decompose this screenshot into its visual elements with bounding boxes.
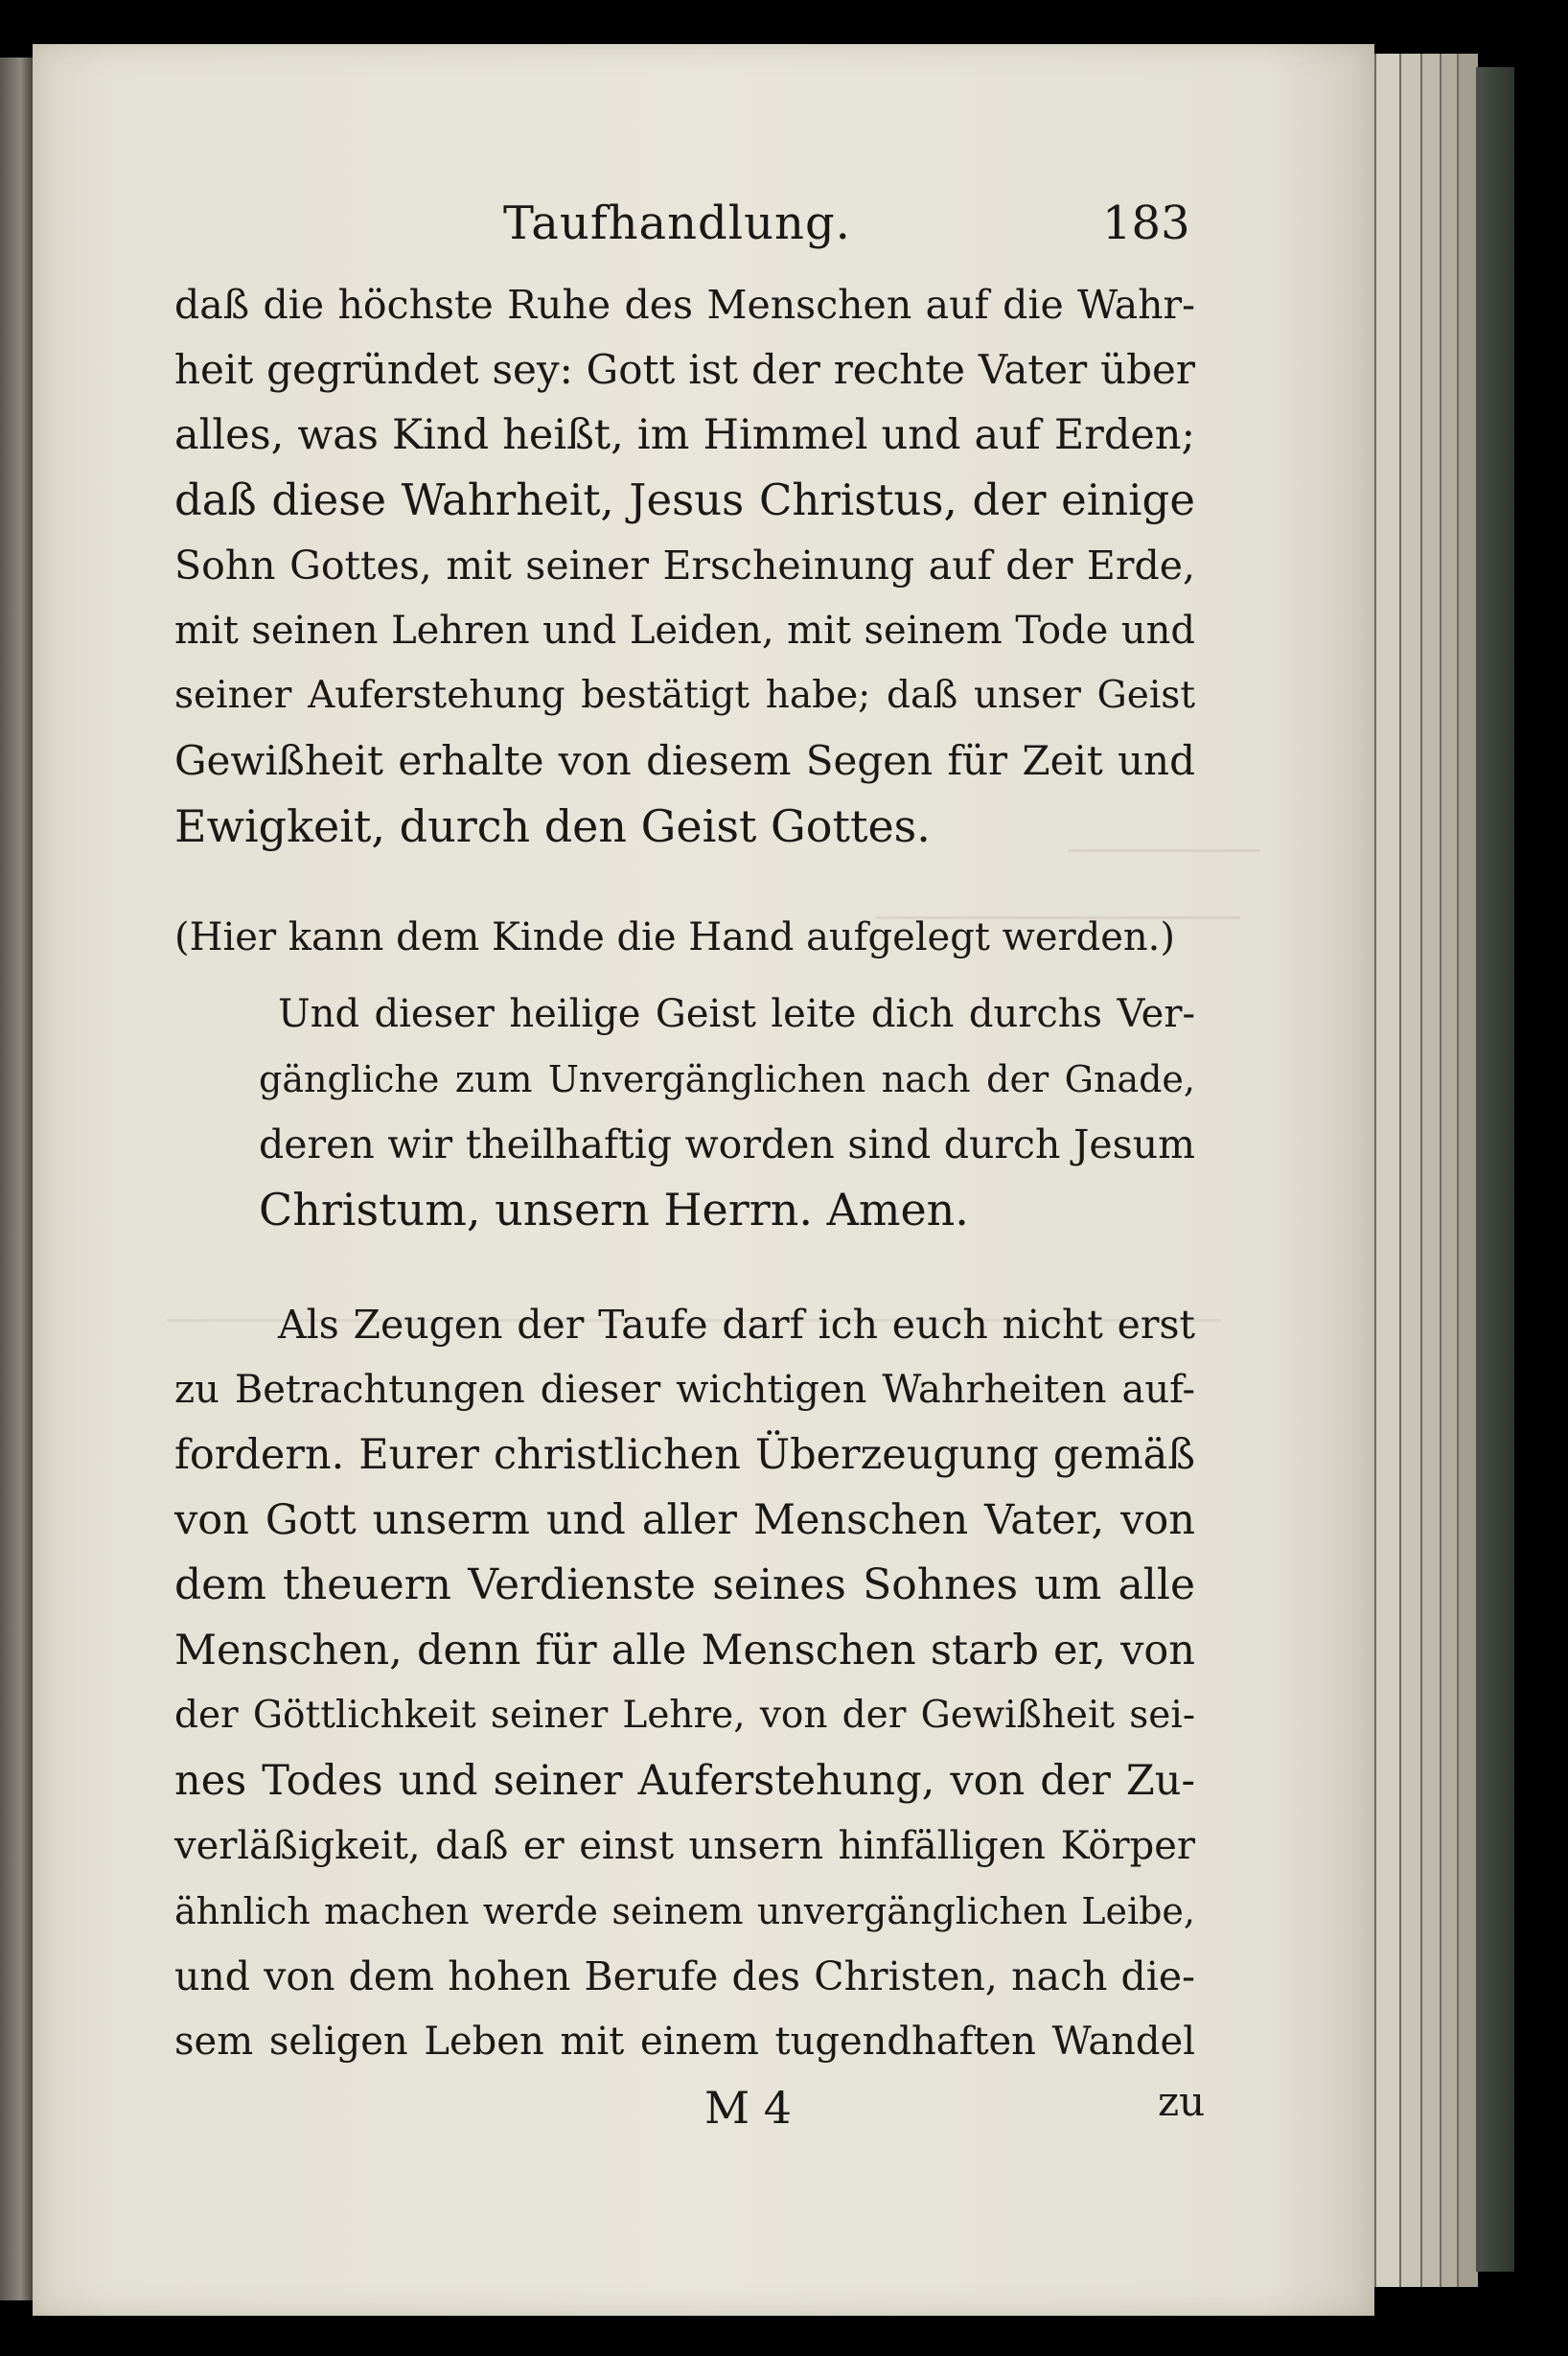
text-line: von Gott unserm und aller Menschen Vater, von (174, 1496, 1195, 1544)
text-line: Gewißheit erhalte von diesem Segen für Zeit und (174, 737, 1195, 784)
text-line: gängliche zum Unvergänglichen nach der Gnade, (259, 1058, 1195, 1100)
page-edge-3 (1420, 54, 1441, 2287)
text-line: mit seinen Lehren und Leiden, mit seinem Tode und (174, 609, 1195, 653)
text-line: Ewigkeit, durch den Geist Gottes. (174, 800, 931, 852)
text-line: alles, was Kind heißt, im Himmel und auf Erden; (174, 411, 1195, 459)
text-line: verläßigkeit, daß er einst unsern hinfälligen Körper (174, 1824, 1195, 1868)
text-line: fordern. Eurer christlichen Überzeugung gemäß (174, 1431, 1195, 1479)
text-line: sem seligen Leben mit einem tugendhaften Wandel (174, 2020, 1195, 2064)
text-line: und von dem hohen Berufe des Christen, nach die- (174, 1953, 1195, 1999)
text-line: ähnlich machen werde seinem unvergänglichen Leibe, (174, 1890, 1195, 1932)
page-edge-5 (1457, 54, 1478, 2287)
text-line: Christum, unsern Herrn. Amen. (259, 1184, 969, 1236)
text-line: Sohn Gottes, mit seiner Erscheinung auf der Erde, (174, 543, 1195, 589)
page-edge-2 (1399, 54, 1422, 2287)
text-line: daß diese Wahrheit, Jesus Christus, der einige (174, 474, 1195, 525)
text-line: deren wir theilhaftig worden sind durch Jesum (259, 1121, 1195, 1167)
signature-mark: M 4 (704, 2082, 792, 2134)
text-line: zu Betrachtungen dieser wichtigen Wahrheiten auf- (174, 1368, 1195, 1412)
text-line: heit gegründet sey: Gott ist der rechte Vater über (174, 346, 1195, 393)
text-line: dem theuern Verdienste seines Sohnes um alle (174, 1560, 1195, 1609)
previous-page-edge (0, 58, 35, 2300)
page-number: 183 (1102, 196, 1190, 250)
running-head: Taufhandlung. (503, 196, 851, 250)
page-edge-1 (1374, 54, 1401, 2287)
text-line: Als Zeugen der Taufe darf ich euch nicht erst (278, 1302, 1195, 1348)
rubric-line: (Hier kann dem Kinde die Hand aufgelegt werden.) (174, 915, 1176, 959)
page-edge-4 (1440, 54, 1459, 2287)
text-line: daß die höchste Ruhe des Menschen auf die Wahr- (174, 282, 1195, 328)
text-line: nes Todes und seiner Auferstehung, von der Zu- (174, 1757, 1195, 1805)
text-line: Und dieser heilige Geist leite dich durchs Ver- (278, 992, 1195, 1036)
text-line: seiner Auferstehung bestätigt habe; daß unser Geist (174, 674, 1195, 717)
catchword: zu (1158, 2078, 1206, 2125)
text-line: Menschen, denn für alle Menschen starb er, von (174, 1627, 1195, 1675)
text-line: der Göttlichkeit seiner Lehre, von der Gewißheit sei- (174, 1694, 1195, 1737)
book-cover-edge (1476, 67, 1514, 2272)
